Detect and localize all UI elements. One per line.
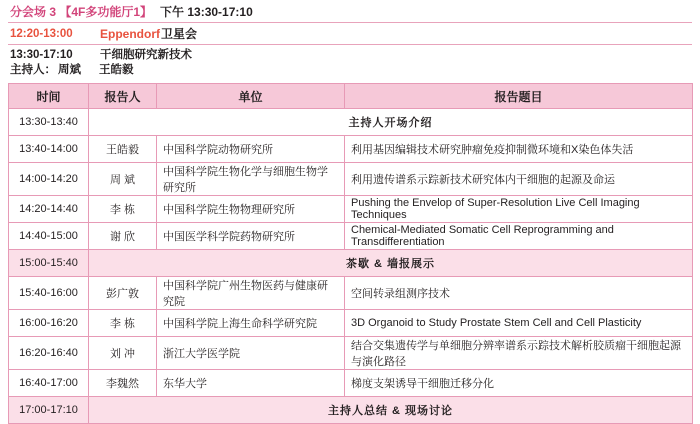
row-speaker: 李 栋 bbox=[89, 310, 157, 337]
table-row bbox=[9, 250, 693, 277]
row-time: 16:20-16:40 bbox=[9, 337, 89, 370]
table-row bbox=[9, 163, 693, 196]
row-time: 17:00-17:10 bbox=[9, 397, 89, 424]
satellite-time: 12:20-13:00 bbox=[10, 27, 73, 40]
row-title: 梯度支架诱导干细胞迁移分化 bbox=[345, 370, 693, 397]
row-affiliation: 中国科学院上海生命科学研究院 bbox=[157, 310, 345, 337]
row-speaker: 谢 欣 bbox=[89, 223, 157, 250]
row-time: 16:40-17:00 bbox=[9, 370, 89, 397]
row-title: 利用遗传谱系示踪新技术研究体内干细胞的起源及命运 bbox=[345, 163, 693, 196]
topic-name: 干细胞研究新技术 bbox=[100, 49, 192, 61]
row-banner: 主持人总结 & 现场讨论 bbox=[89, 397, 693, 424]
row-time: 13:30-13:40 bbox=[9, 109, 89, 136]
column-header-affiliation: 单位 bbox=[157, 84, 345, 109]
row-speaker: 李魏然 bbox=[89, 370, 157, 397]
topic-line bbox=[10, 48, 690, 63]
row-title: 利用基因编辑技术研究肿瘤免疫抑制微环境和X染色体失活 bbox=[345, 136, 693, 163]
row-speaker: 王皓毅 bbox=[89, 136, 157, 163]
table-row bbox=[9, 277, 693, 310]
column-header-speaker: 报告人 bbox=[89, 84, 157, 109]
row-affiliation: 东华大学 bbox=[157, 370, 345, 397]
row-time: 16:00-16:20 bbox=[9, 310, 89, 337]
session-header bbox=[8, 0, 692, 23]
row-time: 15:40-16:00 bbox=[9, 277, 89, 310]
table-row bbox=[9, 337, 693, 370]
row-time: 14:20-14:40 bbox=[9, 196, 89, 223]
row-time: 14:00-14:20 bbox=[9, 163, 89, 196]
chair-line bbox=[10, 63, 690, 78]
chair-person-1: 周斌 bbox=[58, 64, 81, 76]
table-row bbox=[9, 310, 693, 337]
session-label: 分会场 3 【4F多功能厅1】 bbox=[10, 4, 153, 19]
table-row bbox=[9, 109, 693, 136]
table-row bbox=[9, 223, 693, 250]
row-affiliation: 中国科学院广州生物医药与健康研究院 bbox=[157, 277, 345, 310]
chair-person-2: 王皓毅 bbox=[99, 64, 134, 76]
row-speaker: 刘 冲 bbox=[89, 337, 157, 370]
row-speaker: 李 栋 bbox=[89, 196, 157, 223]
table-row bbox=[9, 370, 693, 397]
table-row bbox=[9, 397, 693, 424]
row-affiliation: 浙江大学医学院 bbox=[157, 337, 345, 370]
row-title: Chemical-Mediated Somatic Cell Reprogramming and Transdifferentiation bbox=[345, 223, 693, 250]
row-speaker: 周 斌 bbox=[89, 163, 157, 196]
row-affiliation: 中国科学院生物物理研究所 bbox=[157, 196, 345, 223]
row-time: 15:00-15:40 bbox=[9, 250, 89, 277]
column-header-title: 报告题目 bbox=[345, 84, 693, 109]
row-time: 13:40-14:00 bbox=[9, 136, 89, 163]
row-title: Pushing the Envelop of Super-Resolution Live Cell Imaging Techniques bbox=[345, 196, 693, 223]
row-affiliation: 中国科学院生物化学与细胞生物学研究所 bbox=[157, 163, 345, 196]
session-time: 下午 13:30-17:10 bbox=[160, 4, 253, 19]
row-title: 结合交集遗传学与单细胞分辨率谱系示踪技术解析胶质瘤干细胞起源与演化路径 bbox=[345, 337, 693, 370]
row-affiliation: 中国科学院动物研究所 bbox=[157, 136, 345, 163]
row-speaker: 彭广敦 bbox=[89, 277, 157, 310]
row-title: 空间转录组测序技术 bbox=[345, 277, 693, 310]
column-header-time: 时间 bbox=[9, 84, 89, 109]
row-banner: 茶歇 & 墙报展示 bbox=[89, 250, 693, 277]
chair-label: 主持人： bbox=[10, 64, 56, 76]
topic-block bbox=[8, 45, 692, 80]
row-affiliation: 中国医学科学院药物研究所 bbox=[157, 223, 345, 250]
table-row bbox=[9, 136, 693, 163]
row-banner: 主持人开场介绍 bbox=[89, 109, 693, 136]
row-time: 14:40-15:00 bbox=[9, 223, 89, 250]
row-title: 3D Organoid to Study Prostate Stem Cell and Cell Plasticity bbox=[345, 310, 693, 337]
table-header-row bbox=[9, 84, 693, 109]
topic-time: 13:30-17:10 bbox=[10, 49, 73, 61]
satellite-sponsor: Eppendorf bbox=[100, 26, 160, 41]
table-row bbox=[9, 196, 693, 223]
satellite-session-row bbox=[8, 23, 692, 45]
agenda-table bbox=[8, 83, 693, 424]
satellite-suffix: 卫星会 bbox=[161, 27, 198, 41]
